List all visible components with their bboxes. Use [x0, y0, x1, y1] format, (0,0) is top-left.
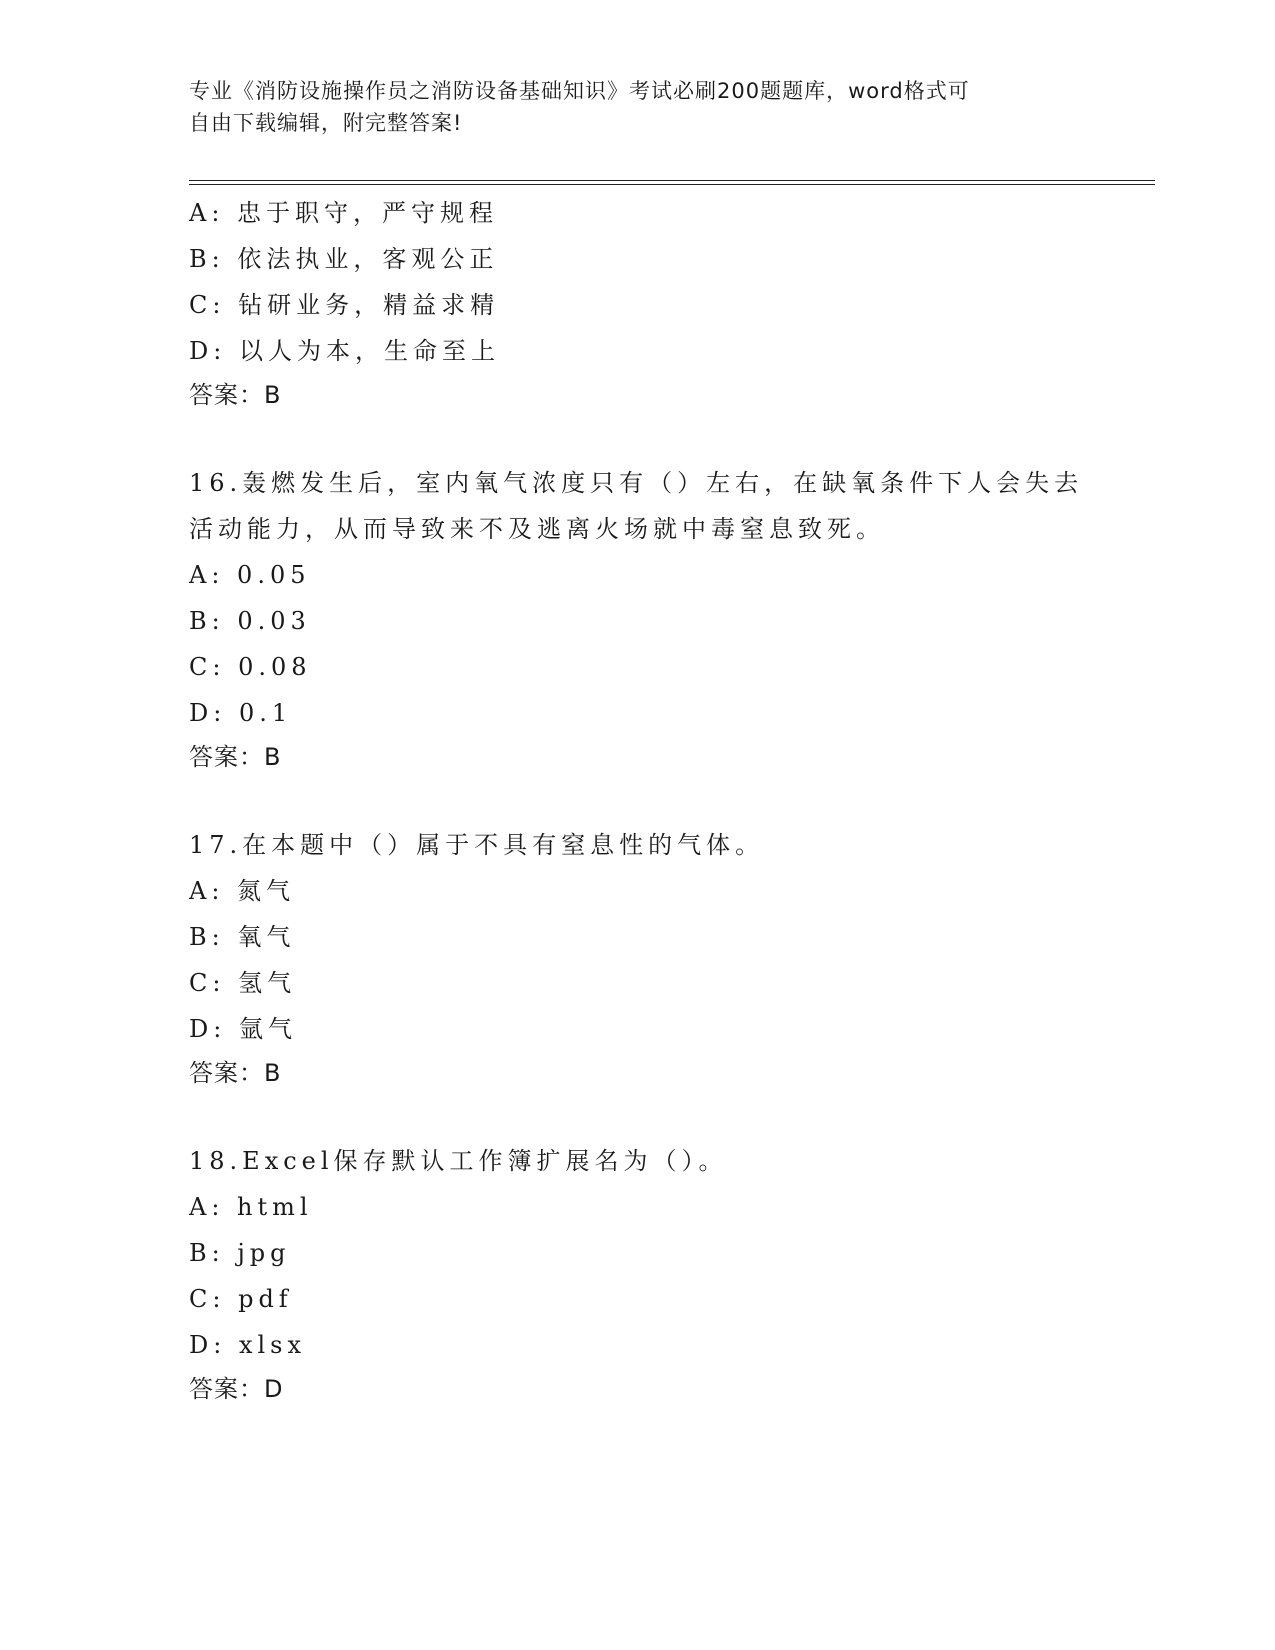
header-divider-top — [189, 180, 1155, 181]
option-a: A: html — [189, 1193, 313, 1221]
question-text: 16.轰燃发生后，室内氧气浓度只有（）左右，在缺氧条件下人会失去 — [189, 469, 1084, 497]
option-d: D: xlsx — [189, 1331, 307, 1359]
answer-line: 答案：B — [189, 1059, 282, 1087]
option-a: A: 氮气 — [189, 877, 296, 905]
option-c: C: 氢气 — [189, 969, 297, 997]
option-b: B: 依法执业，客观公正 — [189, 245, 499, 273]
option-d: D: 氩气 — [189, 1015, 297, 1043]
answer-line: 答案：D — [189, 1375, 284, 1403]
question-block-15 — [189, 190, 1089, 416]
answer-line: 答案：B — [189, 381, 282, 409]
document-body — [189, 190, 1089, 1410]
question-text: 17.在本题中（）属于不具有窒息性的气体。 — [189, 831, 765, 859]
option-d: D: 0.1 — [189, 699, 293, 727]
header-line-1: 专业《消防设施操作员之消防设备基础知识》考试必刷200题题库，word格式可 — [189, 79, 970, 103]
question-text-continued: 活动能力，从而导致来不及逃离火场就中毒窒息致死。 — [189, 515, 885, 543]
option-c: C: 0.08 — [189, 653, 312, 681]
header-line-2: 自由下载编辑，附完整答案! — [189, 111, 463, 135]
question-block-18 — [189, 1138, 1089, 1410]
option-b: B: jpg — [189, 1239, 291, 1267]
question-block-16 — [189, 460, 1089, 778]
option-a: A: 0.05 — [189, 561, 311, 589]
option-a: A: 忠于职守，严守规程 — [189, 199, 499, 227]
option-d: D: 以人为本，生命至上 — [189, 337, 500, 365]
option-c: C: 钻研业务，精益求精 — [189, 291, 500, 319]
document-header — [189, 75, 1089, 139]
question-block-17 — [189, 822, 1089, 1094]
answer-line: 答案：B — [189, 743, 282, 771]
option-c: C: pdf — [189, 1285, 293, 1313]
header-divider-bottom — [189, 184, 1155, 185]
option-b: B: 0.03 — [189, 607, 311, 635]
question-text: 18.Excel保存默认工作簿扩展名为（）。 — [189, 1147, 728, 1175]
option-b: B: 氧气 — [189, 923, 296, 951]
